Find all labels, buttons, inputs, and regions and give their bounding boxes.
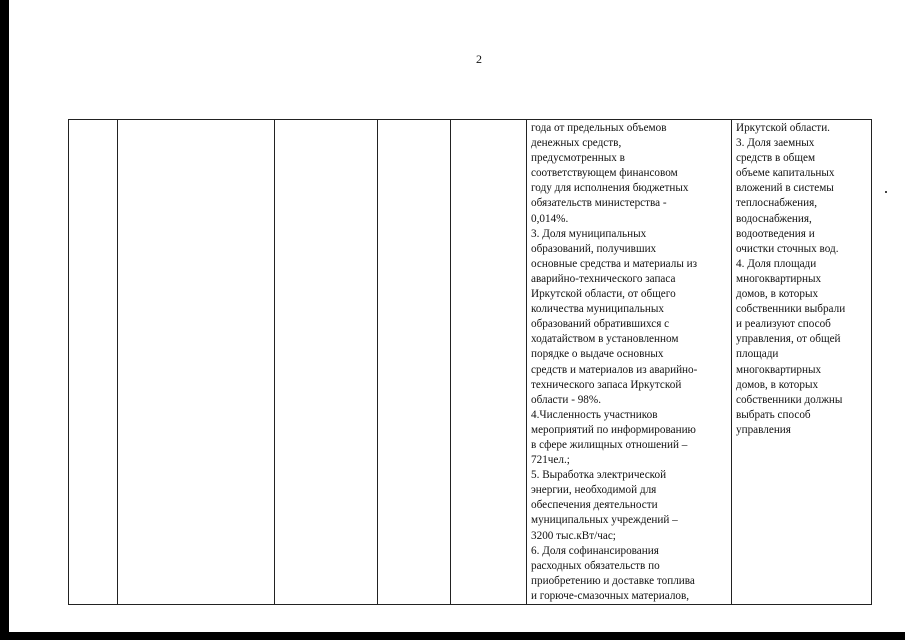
text-line: очистки сточных вод.	[736, 242, 839, 255]
text-line: области - 98%.	[531, 393, 602, 406]
table-cell-number	[69, 120, 118, 605]
text-line: в сфере жилищных отношений –	[531, 438, 688, 451]
document-table	[68, 119, 872, 605]
text-line: собственники выбрали	[736, 303, 846, 316]
text-line: мероприятий по информированию	[531, 423, 696, 436]
text-line: 5. Выработка электрической	[531, 469, 667, 482]
text-line: средств в общем	[736, 152, 816, 165]
table-cell-3	[275, 120, 378, 605]
text-line: домов, в которых	[736, 288, 819, 301]
text-line: расходных обязательств по	[531, 559, 660, 572]
text-line: 721чел.;	[531, 454, 570, 467]
text-line: Иркутской области.	[736, 122, 830, 134]
text-line: аварийно-технического запаса	[531, 272, 676, 285]
text-line: вложений в системы	[736, 182, 834, 195]
text-line: году для исполнения бюджетных	[531, 182, 689, 195]
text-line: управления	[736, 423, 791, 436]
text-line: 3. Доля заемных	[736, 137, 815, 150]
text-line: средств и материалов из аварийно-	[531, 363, 698, 376]
text-line: муниципальных учреждений –	[531, 514, 678, 527]
text-line: и горюче-смазочных материалов,	[531, 589, 690, 602]
text-line: образований, получивших	[531, 242, 657, 255]
text-line: технического запаса Иркутской	[531, 378, 682, 391]
text-line: площади	[736, 348, 779, 361]
text-line: и реализуют способ	[736, 318, 831, 331]
scan-bottom-edge	[0, 632, 905, 640]
text-line: ходатайством в установленном	[531, 333, 679, 346]
table-cell-name	[118, 120, 275, 605]
text-line: 6. Доля софинансирования	[531, 544, 659, 557]
text-line: Иркутской области, от общего	[531, 288, 676, 301]
text-line: управления, от общей	[736, 333, 841, 346]
text-line: 4.Численность участников	[531, 408, 658, 421]
table-cell-4	[378, 120, 451, 605]
text-line: 3200 тыс.кВт/час;	[531, 529, 616, 542]
text-line: 3. Доля муниципальных	[531, 227, 647, 240]
text-line: образований обратившихся с	[531, 318, 670, 331]
scan-left-edge	[0, 0, 9, 640]
text-line: обязательств министерства -	[531, 197, 667, 210]
results-text	[732, 120, 871, 438]
text-line: года от предельных объемов	[531, 122, 667, 134]
text-line: количества муниципальных	[531, 303, 664, 316]
table-row	[69, 120, 872, 605]
text-line: порядке о выдаче основных	[531, 348, 664, 361]
text-line: обеспечения деятельности	[531, 499, 658, 512]
indicators-text	[527, 120, 731, 604]
text-line: энергии, необходимой для	[531, 484, 657, 497]
table-cell-5	[451, 120, 527, 605]
text-line: 4. Доля площади	[736, 257, 817, 270]
text-line: соответствующем финансовом	[531, 167, 678, 180]
text-line: многоквартирных	[736, 363, 822, 376]
text-line: 0,014%.	[531, 212, 569, 225]
text-line: основные средства и материалы из	[531, 257, 698, 270]
text-line: водоснабжения,	[736, 212, 812, 225]
text-line: многоквартирных	[736, 272, 822, 285]
scan-speck	[885, 191, 887, 193]
text-line: собственники должны	[736, 393, 843, 406]
text-line: денежных средств,	[531, 137, 622, 150]
text-line: объеме капитальных	[736, 167, 835, 180]
text-line: приобретению и доставке топлива	[531, 574, 695, 587]
table-cell-indicators	[527, 120, 732, 605]
page-number: 2	[476, 52, 482, 66]
text-line: предусмотренных в	[531, 152, 625, 165]
text-line: домов, в которых	[736, 378, 819, 391]
table-cell-results	[732, 120, 872, 605]
text-line: выбрать способ	[736, 408, 811, 421]
text-line: водоотведения и	[736, 227, 815, 240]
text-line: теплоснабжения,	[736, 197, 818, 210]
